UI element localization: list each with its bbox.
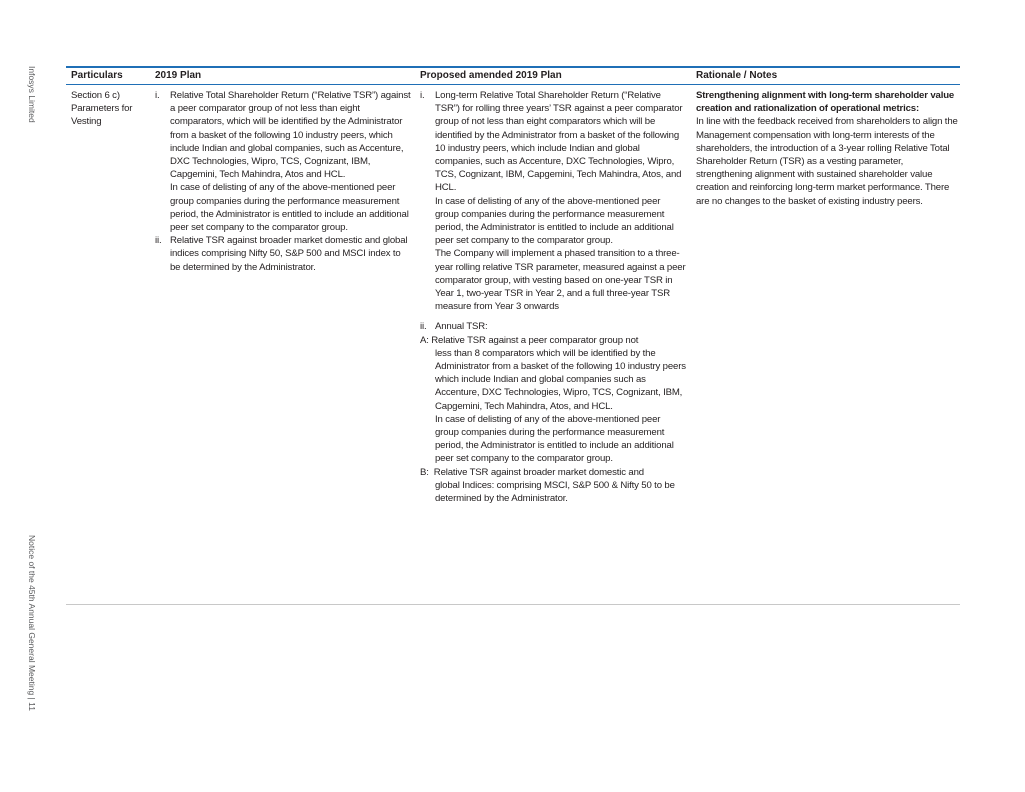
particulars-cell: Section 6 c) Parameters for Vesting (71, 90, 133, 128)
proposed-subitem-b (420, 466, 686, 506)
rationale-body: In line with the feedback received from shareholders to align the Management compensation with long-term interests of the shareholders, the introduction of a 3-year rolling Relative Total Shareholder Return (TSR) as a vesting parameter, strengthening alignment with sustained shareholder value creation and reinforcing long-term market performance. There are no changes to the basket of existing industry peers. (696, 116, 958, 207)
notice-page-footer-sidebar: Notice of the 45th Annual General Meeting | 11 (27, 535, 37, 711)
rationale-title: Strengthening alignment with long-term shareholder value creation and rationalization of operational metrics: (696, 90, 955, 115)
item-number: ii. (155, 235, 162, 247)
item-number: i. (155, 90, 160, 101)
company-name-sidebar: Infosys Limited (27, 66, 37, 123)
subitem-first-line: Relative TSR against a peer comparator group not (431, 334, 639, 346)
header-2019-plan: 2019 Plan (155, 70, 202, 81)
proposed-plan-cell (420, 89, 686, 505)
item-delisting-text: In case of delisting of any of the above-mentioned peer group companies during the performance measurement period, the Administrator is entitled to include an additional peer set company to the comparator group. (170, 182, 409, 234)
proposed-item-2 (420, 320, 686, 333)
item-text: Relative Total Shareholder Return (“Relative TSR”) against a peer comparator group of not less than eight comparators, which will be identified by the Administrator from a basket of the following 10 industry peers, which include Indian and global companies, such as Accenture, DXC Technologies, Wipro, TCS, Cognizant, IBM, Capgemini, Tech Mahindra, Atos and HCL. (170, 90, 411, 181)
rationale-cell (696, 89, 958, 208)
table-header-rule (66, 84, 960, 85)
item-transition-text: The Company will implement a phased transition to a three-year rolling relative TSR parameter, measured against a peer comparator group, with vesting based on one-year TSR in Year 1, two-year TSR in Year 2, and a full three-year TSR measure from Year 3 onwards (435, 248, 686, 313)
plan-2019-item-1 (155, 89, 413, 234)
item-number: ii. (420, 321, 427, 333)
plan-2019-cell (155, 89, 413, 274)
item-number: i. (420, 90, 425, 101)
item-text: Relative TSR against broader market domestic and global indices comprising Nifty 50, S&P 500 and MSCI index to be determined by the Administrator. (170, 235, 408, 273)
item-text: Annual TSR: (435, 321, 488, 333)
proposed-item-1 (420, 89, 686, 313)
header-rationale: Rationale / Notes (696, 70, 778, 81)
header-particulars: Particulars (71, 70, 123, 81)
subitem-label: A: (420, 334, 429, 346)
item-delisting-text: In case of delisting of any of the above-mentioned peer group companies during the performance measurement period, the Administrator is entitled to include an additional peer set company to the comparator group. (435, 195, 674, 247)
proposed-subitem-a (420, 334, 686, 466)
item-text: Long-term Relative Total Shareholder Return (“Relative TSR”) for rolling three years’ TSR against a peer comparator group of not less than eight comparators which will be identified by the Administrator from a basket of the following 10 industry peers, which include Indian and global companies, such as Accenture, DXC Technologies, Wipro, TCS, Cognizant, IBM, Capgemini, Tech Mahindra, Atos, and HCL. (435, 90, 683, 194)
subitem-text: less than 8 comparators which will be identified by the Administrator from a basket of the following 10 industry peers which include Indian and global companies such as Accenture, DXC Technologies, Wipro, TCS, Cognizant, IBM, Capgemini, Tech Mahindra, Atos, and HCL. (435, 347, 686, 412)
subitem-delisting-text: In case of delisting of any of the above-mentioned peer group companies during the performance measurement period, the Administrator is entitled to include an additional peer set company to the comparator group. (435, 413, 674, 465)
subitem-label: B: (420, 466, 429, 478)
plan-2019-item-2 (155, 234, 413, 274)
subitem-first-line: Relative TSR against broader market domestic and (433, 466, 644, 478)
subitem-text: global Indices: comprising MSCI, S&P 500 & Nifty 50 to be determined by the Administrator. (435, 479, 675, 505)
table-top-rule (66, 66, 960, 68)
header-proposed-plan: Proposed amended 2019 Plan (420, 70, 562, 81)
table-bottom-rule (66, 604, 960, 605)
